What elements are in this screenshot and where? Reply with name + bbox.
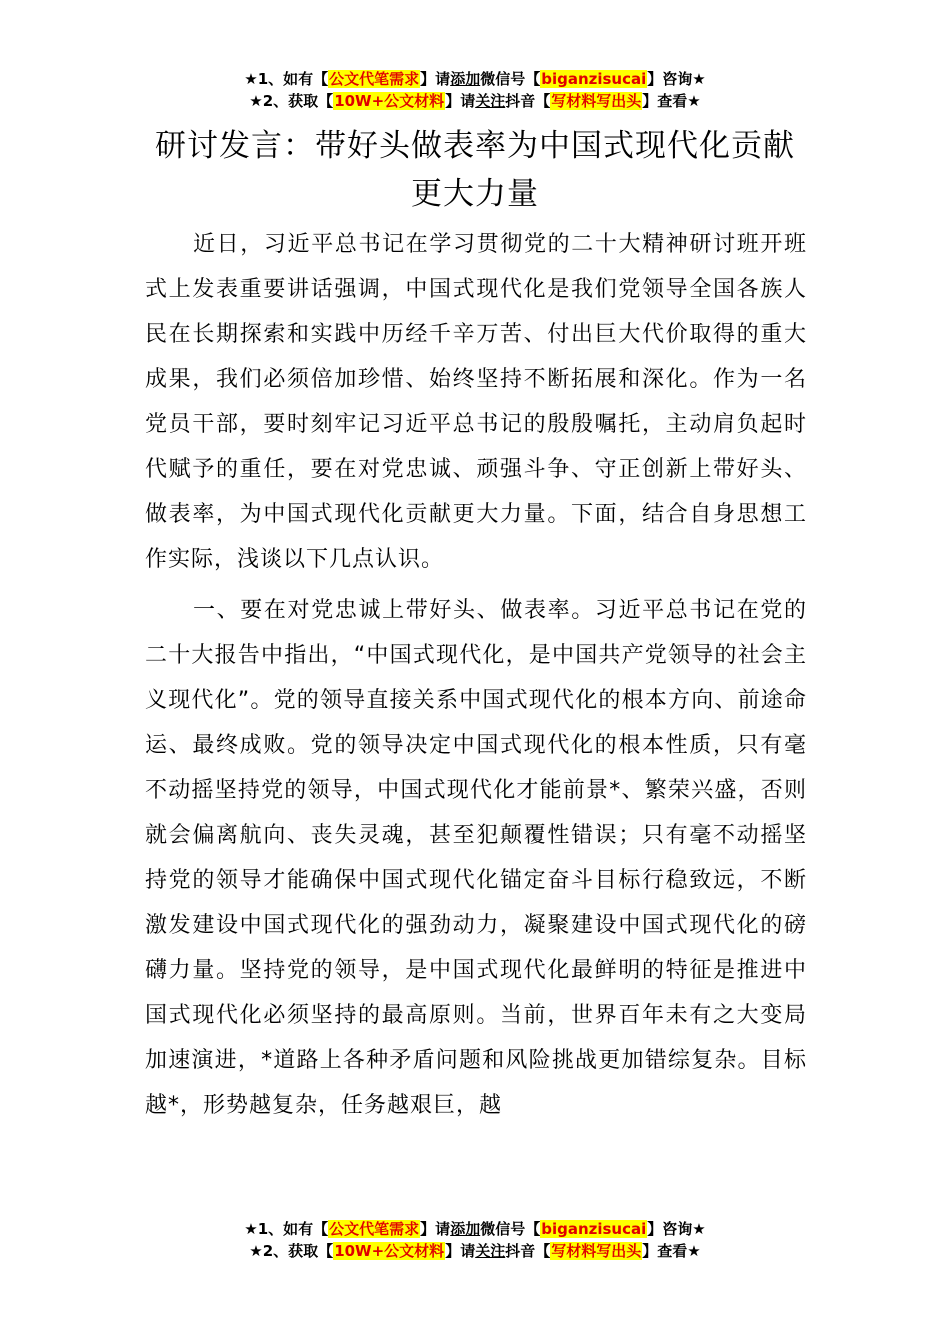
promo-text: 微信号【 <box>480 1220 541 1238</box>
promo-text: 微信号【 <box>480 70 541 88</box>
promo-text: 】咨询★ <box>647 70 706 88</box>
promo-text: 抖音【 <box>505 1242 551 1260</box>
promo-text: 】查看★ <box>642 92 701 110</box>
promo-highlight: 写材料写出头 <box>551 1242 642 1260</box>
promo-underline: 关注 <box>475 1242 506 1260</box>
promo-highlight: 公文代笔需求 <box>329 70 420 88</box>
promo-underline: 关注 <box>475 92 506 110</box>
promo-underline: 添加 <box>450 70 481 88</box>
document-title: 研讨发言：带好头做表率为中国式现代化贡献更大力量 <box>155 128 795 212</box>
promo-highlight: 10W+公文材料 <box>334 1242 445 1260</box>
promo-line-1 <box>0 68 950 90</box>
promo-underline: 添加 <box>450 1220 481 1238</box>
promo-text: ★2、获取【 <box>249 1242 334 1260</box>
promo-line-1 <box>0 1218 950 1240</box>
promo-text: 】咨询★ <box>647 1220 706 1238</box>
document-body <box>145 222 807 1134</box>
bottom-promo-banner <box>0 1218 950 1262</box>
promo-text: 】请 <box>445 92 476 110</box>
promo-highlight: biganzisucai <box>541 70 647 88</box>
promo-text: ★1、如有【 <box>244 70 329 88</box>
promo-line-2 <box>0 1240 950 1262</box>
promo-highlight: 公文代笔需求 <box>329 1220 420 1238</box>
promo-highlight: 10W+公文材料 <box>334 92 445 110</box>
promo-highlight: 写材料写出头 <box>551 92 642 110</box>
promo-highlight: biganzisucai <box>541 1220 647 1238</box>
promo-text: 抖音【 <box>505 92 551 110</box>
promo-text: 】请 <box>420 1220 451 1238</box>
paragraph: 近日，习近平总书记在学习贯彻党的二十大精神研讨班开班式上发表重要讲话强调，中国式现代化是我们党领导全国各族人民在长期探索和实践中历经千辛万苦、付出巨大代价取得的重大成果，我们必须倍加珍惜、始终坚持不断拓展和深化。作为一名党员干部，要时刻牢记习近平总书记的殷殷嘱托，主动肩负起时代赋予的重任，要在对党忠诚、顽强斗争、守正创新上带好头、做表率，为中国式现代化贡献更大力量。下面，结合自身思想工作实际，浅谈以下几点认识。 <box>145 232 807 572</box>
promo-text: 】请 <box>420 70 451 88</box>
promo-line-2 <box>0 90 950 112</box>
promo-text: 】请 <box>445 1242 476 1260</box>
promo-text: 】查看★ <box>642 1242 701 1260</box>
top-promo-banner <box>0 68 950 112</box>
promo-text: ★1、如有【 <box>244 1220 329 1238</box>
paragraph: 一、要在对党忠诚上带好头、做表率。习近平总书记在党的二十大报告中指出，“中国式现代化，是中国共产党领导的社会主义现代化”。党的领导直接关系中国式现代化的根本方向、前途命运、最终成败。党的领导决定中国式现代化的根本性质，只有毫不动摇坚持党的领导，中国式现代化才能前景*、繁荣兴盛，否则就会偏离航向、丧失灵魂，甚至犯颠覆性错误；只有毫不动摇坚持党的领导才能确保中国式现代化锚定奋斗目标行稳致远，不断激发建设中国式现代化的强劲动力，凝聚建设中国式现代化的磅礴力量。坚持党的领导，是中国式现代化最鲜明的特征是推进中国式现代化必须坚持的最高原则。当前，世界百年未有之大变局加速演进，*道路上各种矛盾问题和风险挑战更加错综复杂。目标越*，形势越复杂，任务越艰巨，越 <box>145 598 807 1118</box>
promo-text: ★2、获取【 <box>249 92 334 110</box>
